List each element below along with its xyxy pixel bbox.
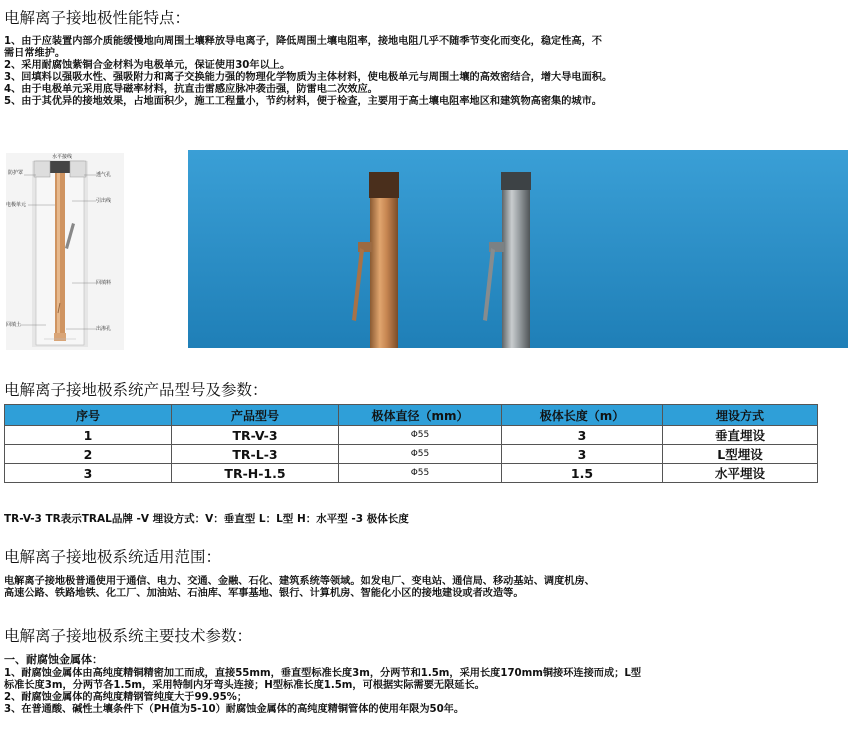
- tech-param-line: 标准长度3m，分两节各1.5m，采用特制内牙弯头连接；H型标准长度1.5m，可根据实际需要无限延长。: [4, 680, 485, 691]
- diagram-label-soil: 回填土: [6, 322, 22, 328]
- tech-param-line: 3、在普通酸、碱性土壤条件下（PH值为5-10）耐腐蚀金属体的高纯度精铜管体的使用年限为50年。: [4, 704, 465, 715]
- table-row: [5, 445, 818, 464]
- diagram-label-backfill: 回填料: [96, 280, 112, 286]
- model-code-note: TR-V-3 TR表示TRAL品牌 -V 埋设方式：V：垂直型 L：L型 H：水平型 -3 极体长度: [4, 513, 409, 525]
- table-cell: Φ55: [339, 464, 502, 483]
- table-cell: 水平埋设: [663, 464, 818, 483]
- models-heading: 电解离子接地极系统产品型号及参数：: [4, 381, 268, 399]
- column-header: 极体长度（m）: [502, 405, 663, 426]
- tech-param-line: 2、耐腐蚀金属体的高纯度精钢管纯度大于99.95%；: [4, 692, 248, 703]
- installation-diagram-drawing: [6, 153, 124, 350]
- table-header-row: [5, 405, 818, 426]
- column-header: 极体直径（mm）: [339, 405, 502, 426]
- scope-line: 电解离子接地极普通使用于通信、电力、交通、金融、石化、建筑系统等领域。如发电厂、变电站、通信局、移动基站、调度机房、: [4, 576, 595, 587]
- tech-params-heading: 电解离子接地极系统主要技术参数：: [4, 627, 253, 645]
- installation-diagram: [6, 153, 124, 350]
- tech-subheading: 一、耐腐蚀金属体：: [4, 653, 103, 666]
- diagram-label-top: 水平接线: [52, 154, 73, 160]
- performance-point: 2、采用耐腐蚀紫铜合金材料为电极单元，保证使用30年以上。: [4, 60, 291, 71]
- diagram-label-vent: 透气孔: [96, 172, 112, 178]
- table-cell: Φ55: [339, 426, 502, 445]
- table-cell: 3: [5, 464, 172, 483]
- table-cell: 1.5: [502, 464, 663, 483]
- performance-point: 1、由于应装置内部介质能缓慢地向周围土壤释放导电离子，降低周围土壤电阻率，接地电阻几乎不随季节变化而变化，稳定性高，不: [4, 36, 602, 47]
- diagram-label-electrode: 电极单元: [6, 202, 27, 208]
- steel-rod: [502, 172, 530, 348]
- diagram-label-lead: 引出线: [96, 198, 112, 204]
- diagram-label-cover: 防护罩: [8, 170, 24, 176]
- performance-point: 需日常维护。: [4, 48, 66, 59]
- tech-param-line: 1、耐腐蚀金属体由高纯度精铜精密加工而成，直接55mm，垂直型标准长度3m，分两节和1.5m，采用长度170mm铜接环连接而成；L型: [4, 668, 642, 679]
- table-cell: 3: [502, 445, 663, 464]
- column-header: 序号: [5, 405, 172, 426]
- table-cell: 3: [502, 426, 663, 445]
- performance-point: 3、回填料以强吸水性、强吸附力和离子交换能力强的物理化学物质为主体材料，使电极单元与周围土壤的高效密结合，增大导电面积。: [4, 72, 613, 83]
- table-row: [5, 464, 818, 483]
- table-row: [5, 426, 818, 445]
- copper-rod: [370, 172, 398, 348]
- scope-heading: 电解离子接地极系统适用范围：: [4, 548, 222, 566]
- column-header: 产品型号: [172, 405, 339, 426]
- models-table: [4, 404, 818, 483]
- column-header: 埋设方式: [663, 405, 818, 426]
- table-cell: 1: [5, 426, 172, 445]
- table-cell: 垂直埋设: [663, 426, 818, 445]
- table-cell: TR-L-3: [172, 445, 339, 464]
- table-cell: Φ55: [339, 445, 502, 464]
- table-cell: 2: [5, 445, 172, 464]
- product-photo-drawing: [188, 150, 848, 348]
- table-cell: L型埋设: [663, 445, 818, 464]
- scope-line: 高速公路、铁路地铁、化工厂、加油站、石油库、军事基地、银行、计算机房、智能化小区的接地建设或者改造等。: [4, 588, 524, 599]
- diagram-label-drain: 出渗孔: [96, 326, 112, 332]
- product-photo: [188, 150, 848, 348]
- performance-point: 5、由于其优异的接地效果，占地面积少，施工工程量小，节约材料，便于检查，主要用于高土壤电阻率地区和建筑物高密集的城市。: [4, 96, 602, 107]
- table-cell: TR-V-3: [172, 426, 339, 445]
- table-cell: TR-H-1.5: [172, 464, 339, 483]
- performance-heading: 电解离子接地极性能特点：: [4, 9, 191, 27]
- performance-point: 4、由于电极单元采用底导磁率材料，抗直击雷感应脉冲袭击强，防雷电二次效应。: [4, 84, 378, 95]
